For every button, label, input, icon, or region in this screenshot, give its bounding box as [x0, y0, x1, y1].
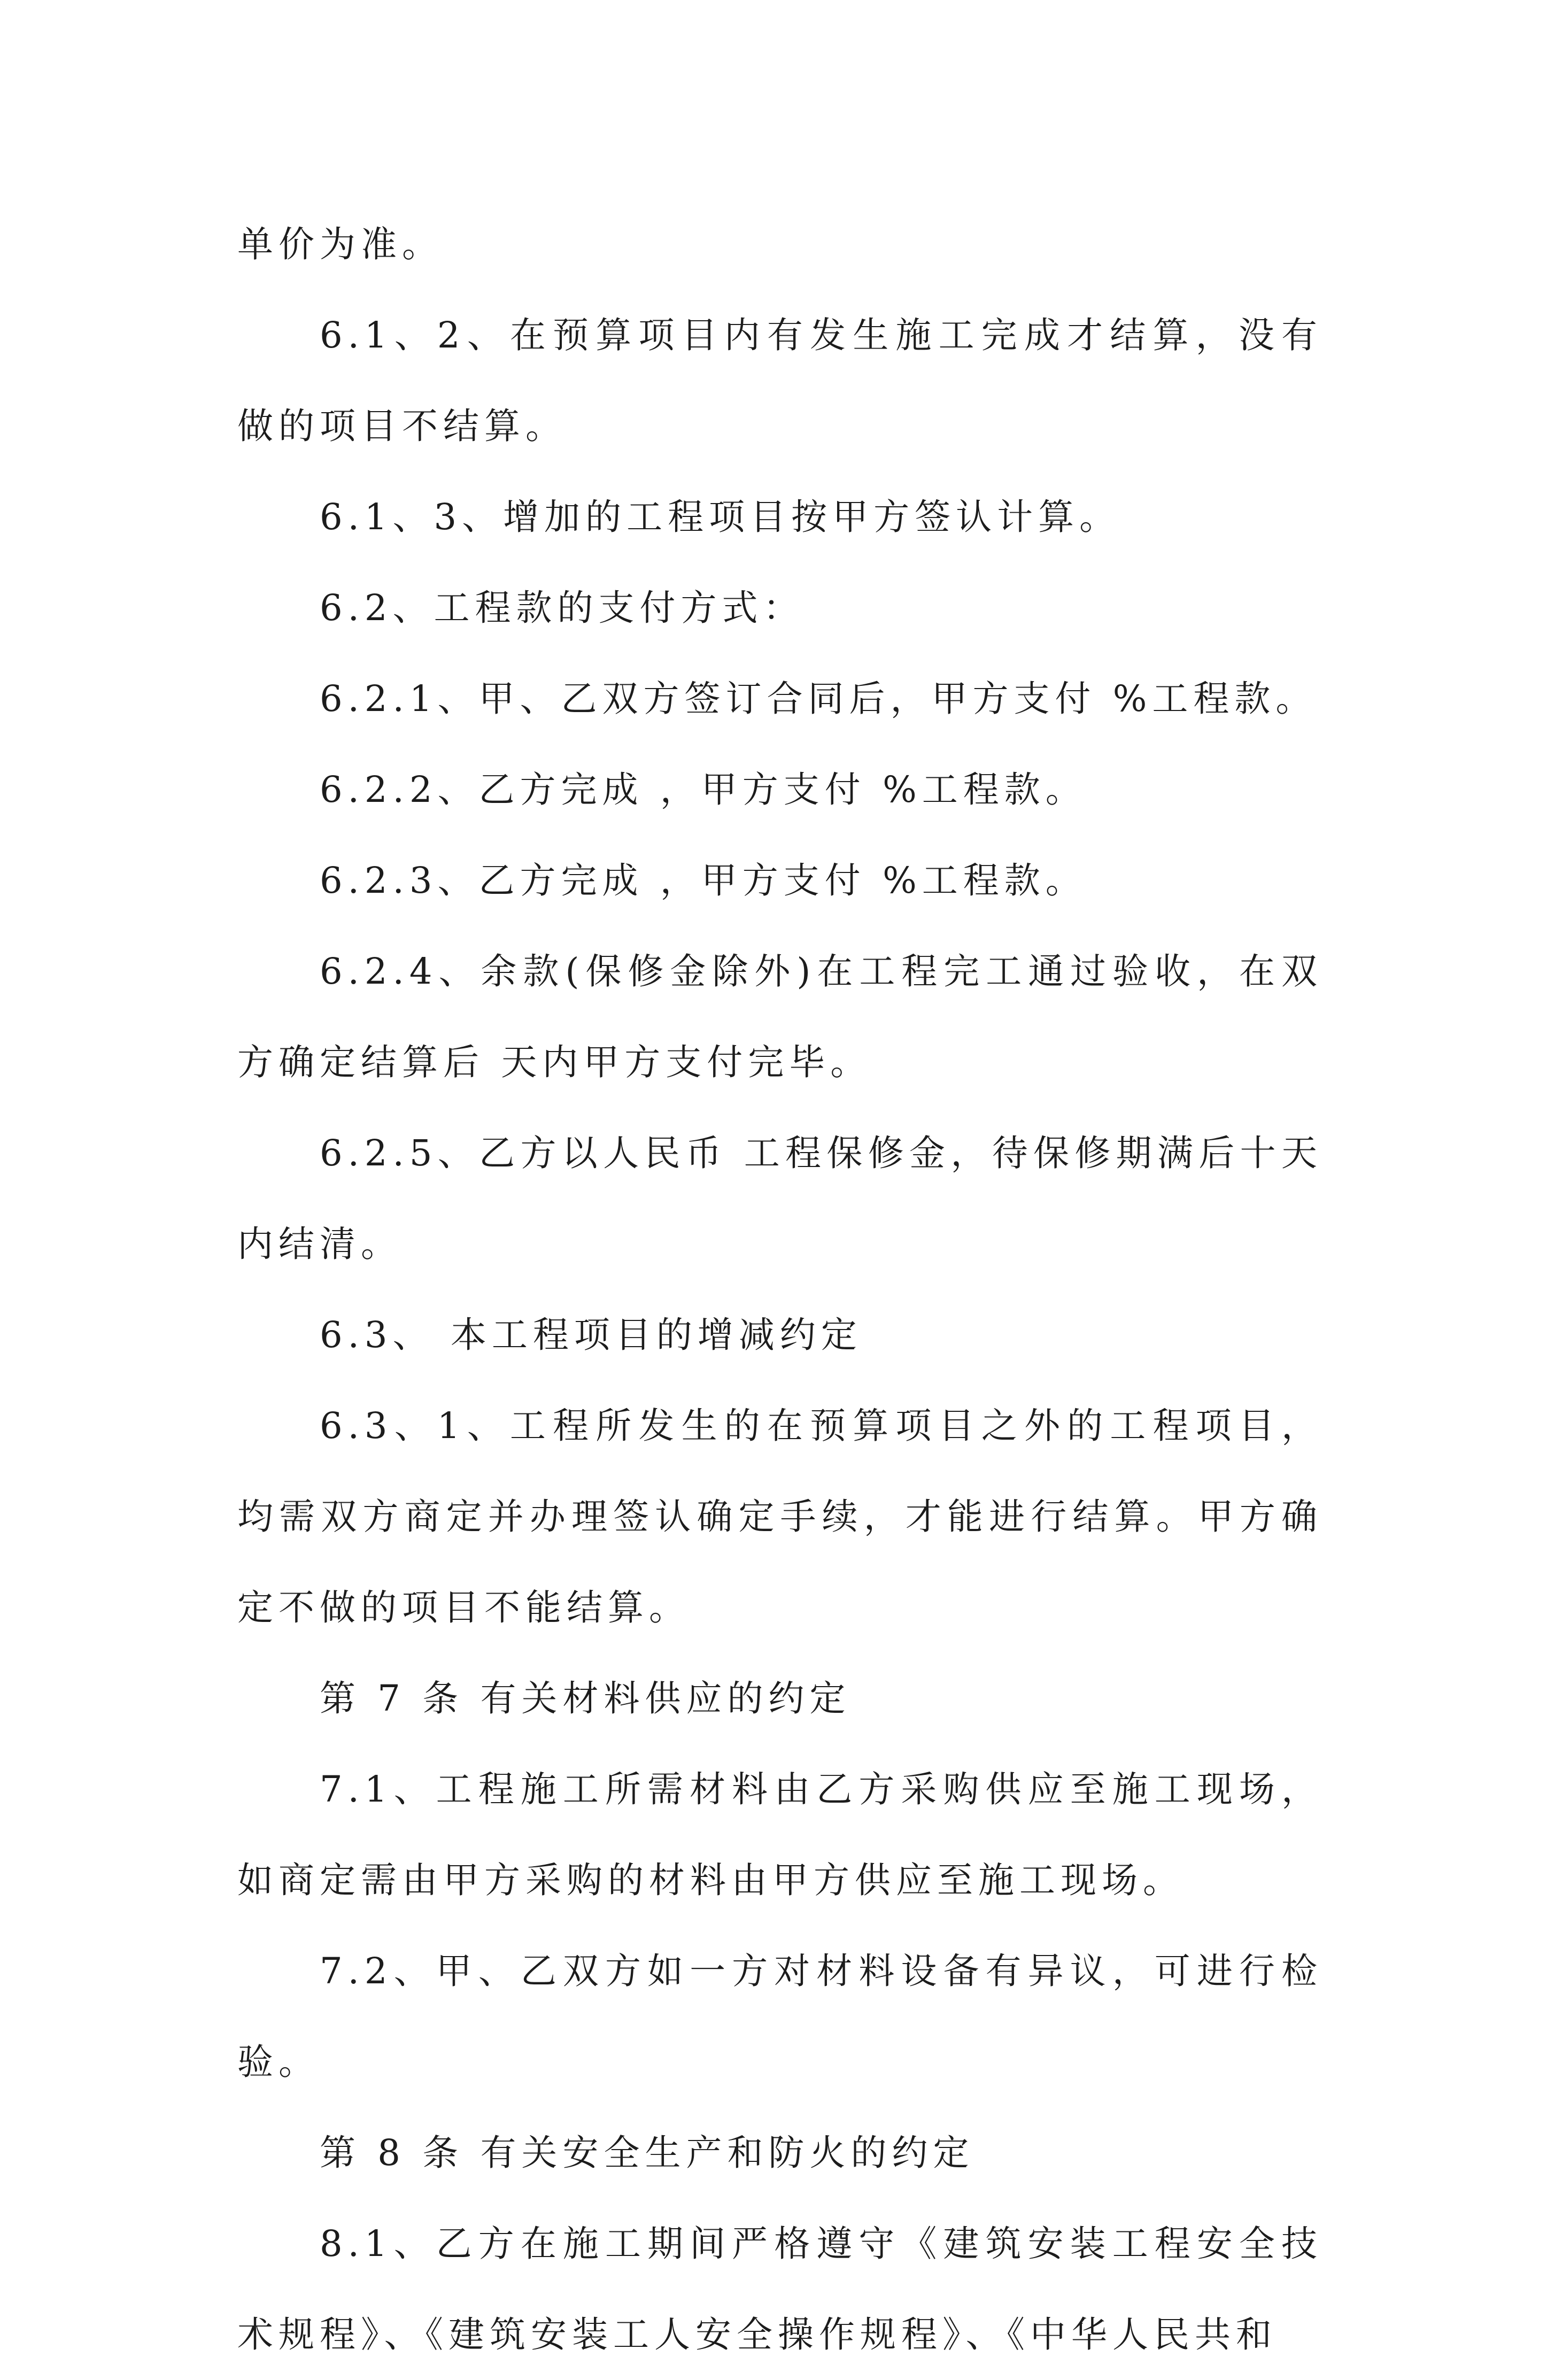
article-8-heading: 第 8 条 有关安全生产和防火的约定 — [320, 2132, 974, 2174]
paragraph-6-2-heading: 6.2、工程款的支付方式： — [320, 587, 805, 629]
paragraph-6-2-2: 6.2.2、乙方完成 ，甲方支付 %工程款。 — [320, 769, 1087, 810]
paragraph-6-2-3: 6.2.3、乙方完成 ，甲方支付 %工程款。 — [320, 860, 1087, 901]
paragraph-6-2-4: 6.2.4、余款(保修金除外)在工程完工通过验收，在双方确定结算后 天内甲方支付完毕。 — [237, 951, 1322, 1083]
paragraph-6-1-3: 6.1、3、增加的工程项目按甲方签认计算。 — [320, 496, 1121, 538]
paragraph-7-1: 7.1、工程施工所需材料由乙方采购供应至施工现场，如商定需由甲方采购的材料由甲方供应至施工现场。 — [237, 1768, 1322, 1901]
paragraph-6-2-1: 6.2.1、甲、乙双方签订合同后，甲方支付 %工程款。 — [320, 678, 1317, 720]
paragraph-7-2: 7.2、甲、乙双方如一方对材料设备有异议，可进行检验。 — [237, 1950, 1322, 2083]
paragraph-6-1-2: 6.1、2、在预算项目内有发生施工完成才结算，没有做的项目不结算。 — [237, 314, 1322, 447]
article-7-heading: 第 7 条 有关材料供应的约定 — [320, 1678, 851, 1719]
paragraph-6-3-heading: 6.3、 本工程项目的增减约定 — [320, 1314, 862, 1356]
paragraph-6-3-1: 6.3、1、工程所发生的在预算项目之外的工程项目，均需双方商定并办理签认确定手续，才能进行结算。甲方确定不做的项目不能结算。 — [237, 1405, 1322, 1628]
paragraph-unit-price-tail: 单价为准。 — [237, 223, 443, 265]
paragraph-8-1: 8.1、乙方在施工期间严格遵守《建筑安装工程安全技术规程》、《建筑安装工人安全操作规程》、《中华人民共和 — [237, 2223, 1322, 2355]
paragraph-6-2-5: 6.2.5、乙方以人民币 工程保修金，待保修期满后十天内结清。 — [237, 1132, 1322, 1265]
document-body — [237, 199, 1322, 2380]
